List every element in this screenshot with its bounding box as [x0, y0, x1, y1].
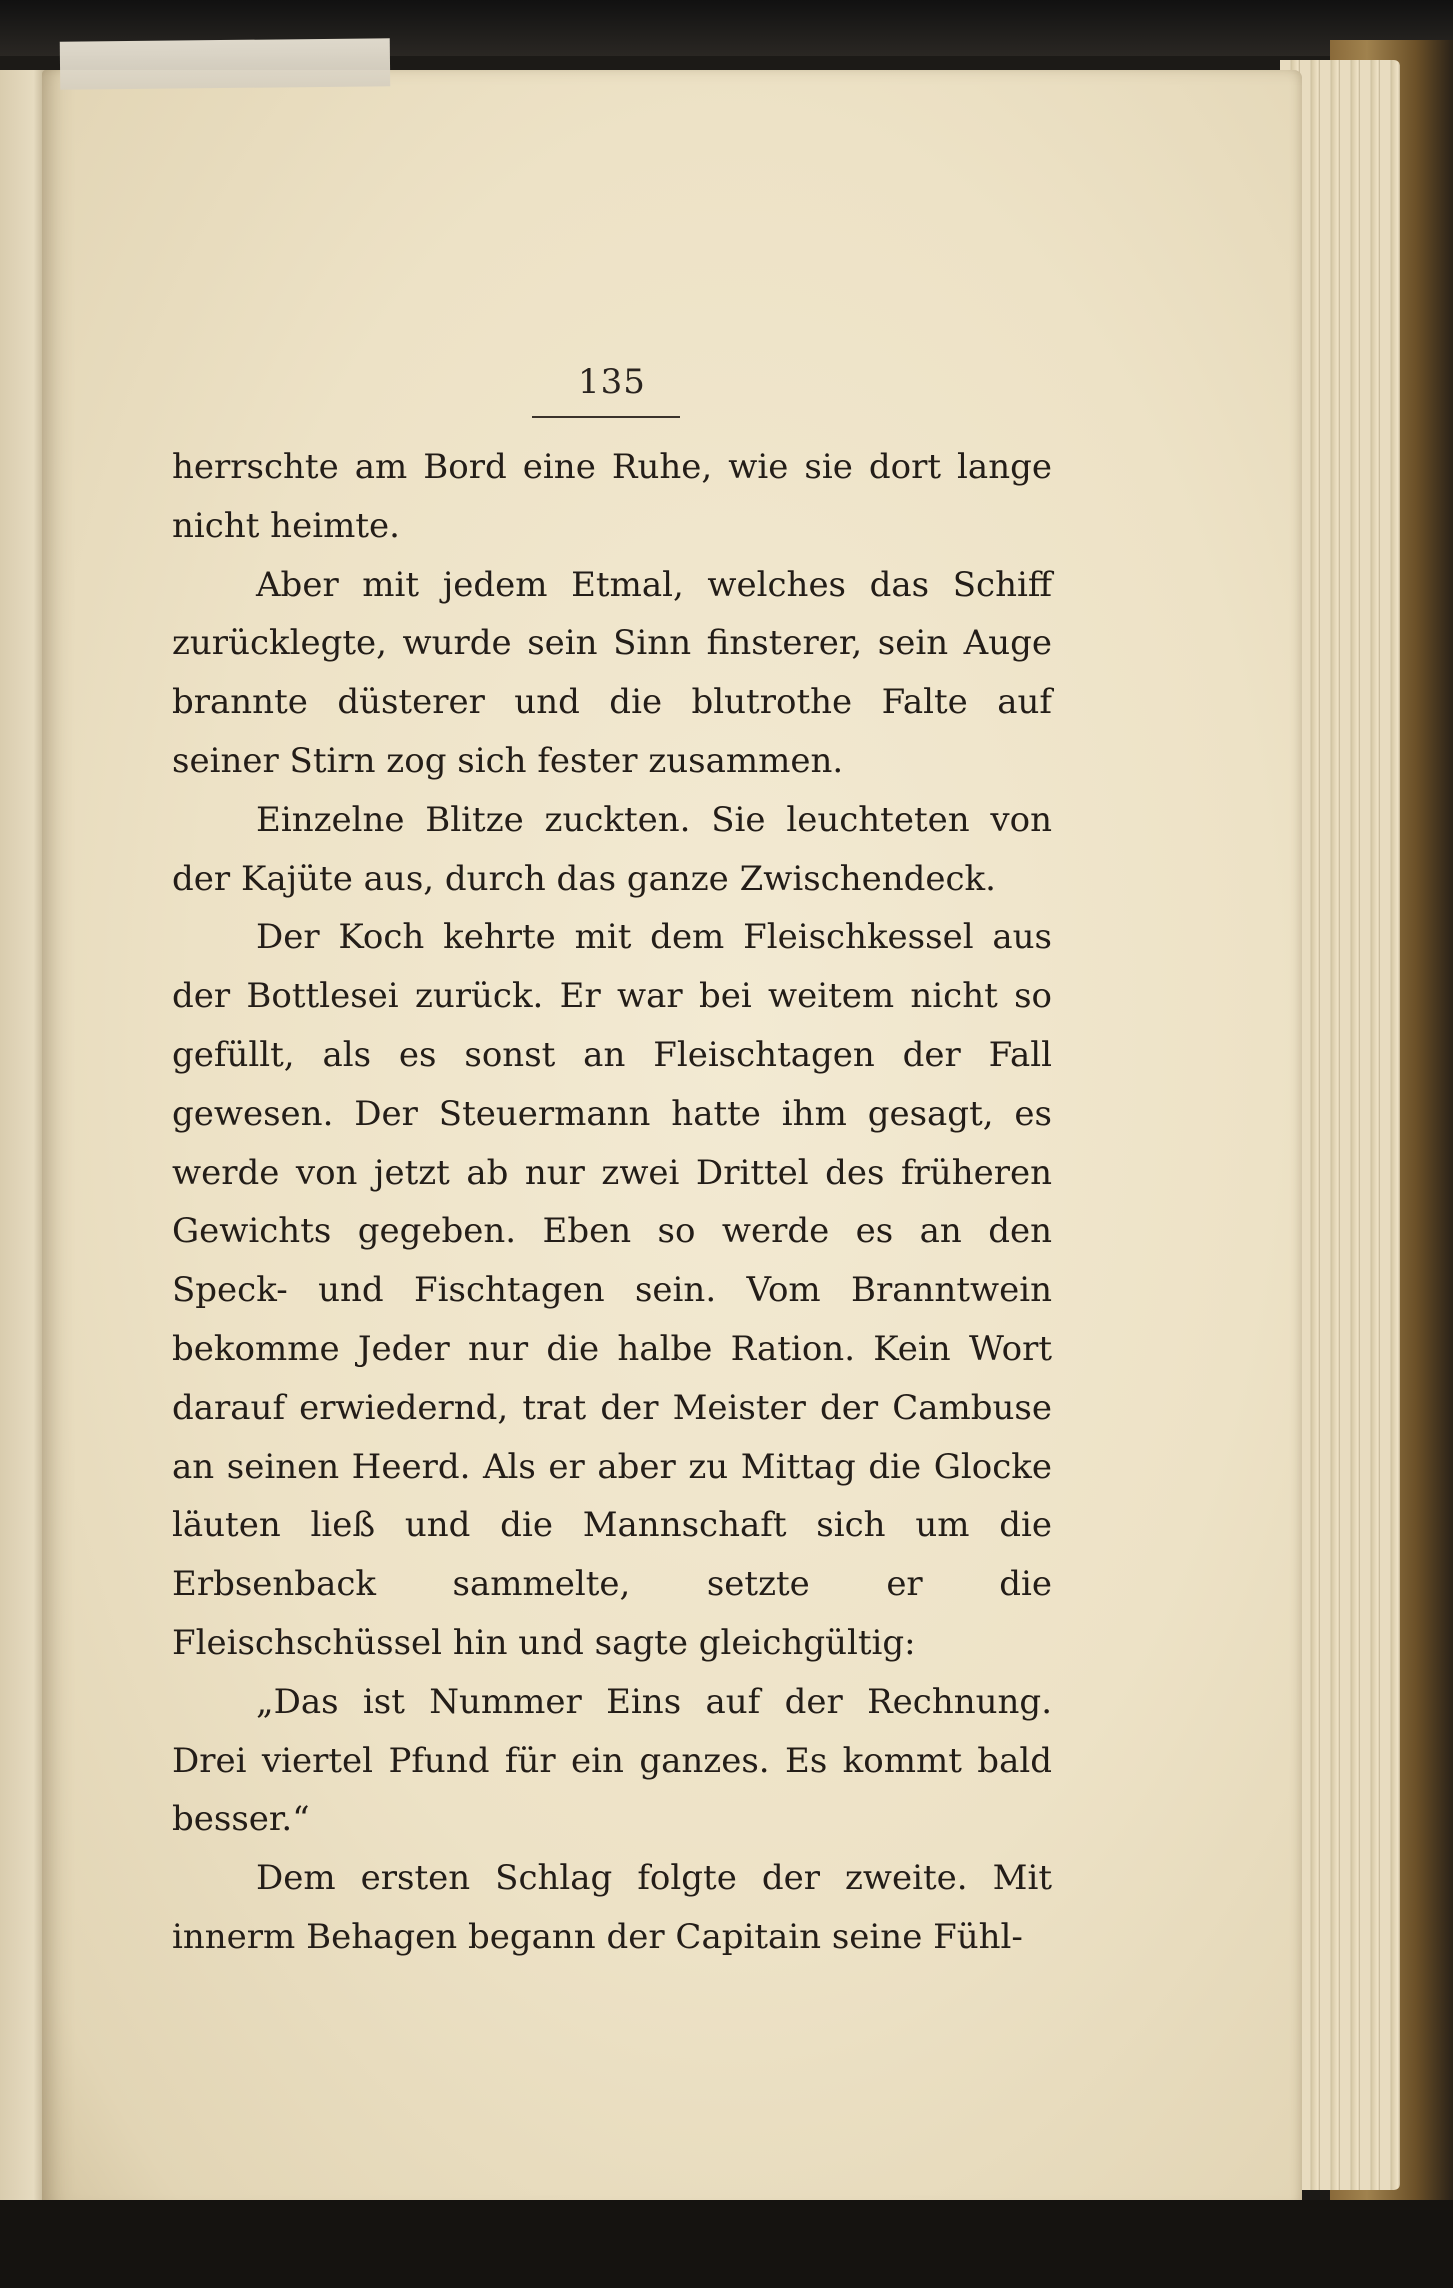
header-rule [532, 416, 680, 418]
body-text [172, 438, 1052, 1967]
tape-strip [60, 38, 390, 89]
book-page [42, 70, 1302, 2210]
paragraph: Aber mit jedem Etmal, welches das Schiff zurücklegte, wurde sein Sinn finsterer, sein Auge brannte düsterer und die blutrothe Falte auf seiner Stirn zog sich fester zusammen. [172, 564, 1052, 781]
paragraph: Dem ersten Schlag folgte der zweite. Mit innerm Behagen begann der Capitain seine Fühl- [172, 1858, 1052, 1957]
paragraph: „Das ist Nummer Eins auf der Rechnung. Drei viertel Pfund für ein ganzes. Es kommt bald besser.“ [172, 1681, 1052, 1840]
facing-page-edge [0, 70, 48, 2200]
paragraph: Der Koch kehrte mit dem Fleischkessel aus der Bottlesei zurück. Er war bei weitem nicht so gefüllt, als es sonst an Fleischtagen der Fall gewesen. Der Steuermann hatte ihm gesagt, es werde von jetzt ab nur zwei Drittel des früheren Gewichts gegeben. Eben so werde es an den Speck- und Fischtagen sein. Vom Branntwein bekomme Jeder nur die halbe Ration. Kein Wort darauf erwiedernd, trat der Meister der Cambuse an seinen Heerd. Als er aber zu Mittag die Glocke läuten ließ und die Mannschaft sich um die Erbsenback sammelte, setzte er die Fleischschüssel hin und sagte gleichgültig: [172, 917, 1052, 1663]
paragraph: herrschte am Bord eine Ruhe, wie sie dort lange nicht heimte. [172, 447, 1052, 546]
scan-background-bottom [0, 2200, 1453, 2288]
paragraph: Einzelne Blitze zuckten. Sie leuchteten von der Kajüte aus, durch das ganze Zwischendeck. [172, 799, 1052, 899]
page-number: 135 [578, 362, 646, 402]
